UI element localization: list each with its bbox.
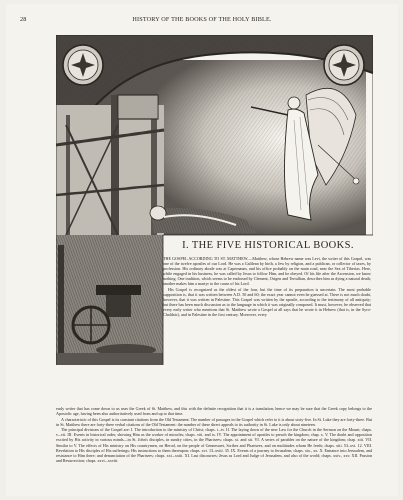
paragraph-gospel-origin: His Gospel is recognized as the oldest of the four, but the time of its preparation is uncertain. The most probable supposition is, that it was written between A.D. 50 and 60; the exact year cannot even be guessed at. There is not much doubt, however, that it was written in Palestine. This Gospel was written by the apostle, according to the testimony of all antiquity; but there has been much discussion as to the language in which it was originally composed. It must, however, be observed that every early writer who mentions that St. Matthew wrote a Gospel at all says that he wrote it in Hebrew (that is, in the Syro-Chaldaic), and in Palestine in the first century. Moreover, every	[163, 286, 371, 318]
paragraph-divisions: The principal divisions of the Gospel are: I. The introduction to the ministry of Christ; chaps. i.–iv. II. The laying down of the new Law for the Church in the Sermon on the Mount; chaps. v.–vii. III. Events in historical order, showing Him as the worker of miracles; chaps. viii. and ix. IV. The appointment of apostles to preach the kingdom; chap. x. V. The doubt and opposition excited by His activity in various minds—in St. John's disciples, in sundry cities, in the Pharisees; chaps. xi. and xii. VI. A series of parables on the nature of the kingdom; chap. xiii. VII. Similar to V. The effects of His ministry on His countrymen, on Herod, on the people of Gennesaret, Scribes and Pharisees, and on multitudes whom He feeds; chaps. xiii. 53–xvi. 12. VIII. Revelation to His disciples of His sufferings; His instructions to them thereupon; chaps. xvi. 13–xviii. 35. IX. Events of a journey to Jerusalem; chaps. xix., xx. X. Entrance into Jerusalem, and resistance to Him there; and denunciation of the Pharisees; chaps. xxi.–xxiii. XI. Last discourses; Jesus as Lord and Judge of Jerusalem, and also of the world; chaps. xxiv., xxv. XII. Passion and Resurrection; chaps. xxvi.–xxviii.	[56, 427, 372, 463]
full-width-text	[56, 406, 372, 463]
left-medallion	[63, 45, 103, 85]
paragraph-characteristic: A characteristic of this Gospel is its constant citations from the Old Testament. The number of passages in the Gospel which refer to it is about sixty-five. In St. Luke they are forty-three. But in St. Matthew there are forty-three verbal citations of the Old Testament: the number of these direct appeals to its authority in St. Luke is only about nineteen.	[56, 416, 372, 427]
running-header	[20, 16, 384, 28]
book-page	[6, 4, 398, 496]
page-number: 28	[20, 16, 27, 23]
paragraph-continuation: early writer that has come down to us uses the Greek of St. Matthew, and this with the definite recognition that it is a translation; hence we may be sure that the Greek copy belongs to the Apostolic age, having been also authoritatively used from and up to that time.	[56, 406, 372, 417]
gospel-column-text	[163, 256, 371, 318]
right-medallion	[324, 45, 364, 85]
running-title: HISTORY OF THE BOOKS OF THE HOLY BIBLE.	[132, 16, 272, 23]
paragraph-matthew-intro: THE GOSPEL ACCORDING TO ST. MATTHEW.—Matthew, whose Hebrew name was Levi, the writer of this Gospel, was one of the twelve apostles of our Lord. He was a Galilean by birth, a Jew by religion, and a publican, or collector of taxes, by profession. His ordinary abode was at Capernaum, and his office probably on the main road, near the Sea of Tiberias. Here, while engaged in his business, he was called by Jesus to follow Him, and he obeyed. Of his life after the Ascension, we know nothing. One tradition, which seems to be endorsed by Clement, Origen and Tertullian, describes him as dying a natural death; another makes him a martyr to the cause of his Lord.	[163, 256, 371, 287]
chapter-title: I. THE FIVE HISTORICAL BOOKS.	[182, 240, 354, 251]
